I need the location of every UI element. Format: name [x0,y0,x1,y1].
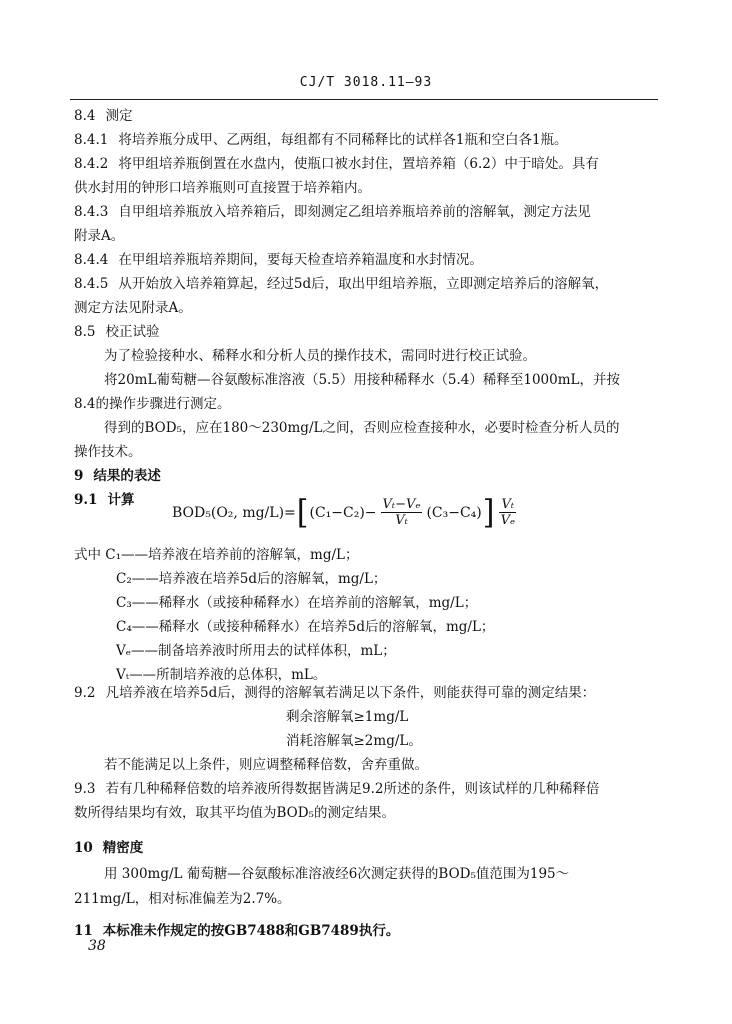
line-text: 校正试验 [105,324,160,340]
line-p1 [104,350,536,364]
line-text: 测定方法见附录A。 [74,300,192,316]
line-s841 [74,134,568,148]
formula-term2: (C₃−C₄) [426,504,482,521]
line-p2a [104,374,620,388]
bod5-formula [172,492,520,532]
line-c1 [286,711,408,725]
section-number: 9.3 [74,781,96,797]
line-s844 [74,254,483,268]
line-s842b [74,182,371,196]
fraction-1-numerator: Vₜ−Vₑ [382,497,421,512]
line-text: 附录A。 [74,228,125,244]
section-number: 8.4.2 [74,156,109,172]
line-text: 在甲组培养瓶培养期间，要每天检查培养箱温度和水封情况。 [118,252,483,268]
line-text: 凡培养液在培养5d后，测得的溶解氧若满足以下条件，则能获得可靠的测定结果： [105,685,596,701]
header-rule [70,99,658,100]
line-text: 剩余溶解氧≥1mg/L [286,709,409,725]
line-text: 211mg/L，相对标准偏差为2.7%。 [74,891,291,907]
line-s9 [74,470,161,484]
section-number: 8.4.3 [74,204,109,220]
line-s92 [74,687,595,701]
line-w3 [116,597,477,611]
line-text: 操作技术。 [74,444,142,460]
section-number: 8.4.4 [74,252,109,268]
line-s10 [74,842,143,856]
line-text: 用 300mg/L 葡萄糖—谷氨酸标准溶液经6次测定获得的BOD₅值范围为195～ [104,866,570,882]
line-text: Vₑ——制备培养液时所用去的试样体积，mL； [116,643,396,659]
line-s845b [74,302,192,316]
line-text: C₃——稀释水（或接种稀释水）在培养前的溶解氧，mg/L； [116,595,478,611]
formula-lhs: BOD₅(O₂, mg/L)= [172,504,296,521]
line-text: 将培养瓶分成甲、乙两组，每组都有不同稀释比的试样各1瓶和空白各1瓶。 [118,132,568,148]
section-number: 8.4.1 [74,132,109,148]
section-number: 11 [74,923,93,939]
line-text: C₂——培养液在培养5d后的溶解氧，mg/L； [116,571,387,587]
line-s843a [74,206,591,220]
line-text: 式中 C₁——培养液在培养前的溶解氧，mg/L； [74,547,359,563]
section-number: 9.2 [74,685,96,701]
line-w1 [74,549,359,563]
section-number: 9.1 [74,492,98,508]
section-number: 8.5 [74,324,96,340]
line-text: 若有几种稀释倍数的培养液所得数据皆满足9.2所述的条件，则该试样的几种稀释倍 [105,781,600,797]
line-p4 [104,759,428,773]
line-text: 结果的表述 [93,468,161,484]
line-w6 [116,669,326,683]
line-s93a [74,783,599,797]
line-w5 [116,645,396,659]
fraction-2-numerator: Vₜ [501,497,515,512]
line-text: C₄——稀释水（或接种稀释水）在培养5d后的溶解氧，mg/L； [116,619,495,635]
line-s845a [74,278,608,292]
line-p5a [104,868,569,882]
line-text: 若不能满足以上条件，则应调整稀释倍数，舍弃重做。 [104,757,428,773]
line-c2 [286,735,422,749]
line-s84 [74,110,132,124]
formula-bracket-open: [ [296,492,309,532]
formula-fraction-1 [381,497,423,528]
section-number: 10 [74,840,93,856]
fraction-2-denominator: Vₑ [500,513,515,528]
line-p3a [104,422,619,436]
document-code-header: CJ/T 3018.11—93 [299,75,433,90]
line-w2 [116,573,386,587]
line-text: 精密度 [102,840,144,856]
line-text: 为了检验接种水、稀释水和分析人员的操作技术，需同时进行校正试验。 [104,348,536,364]
formula-bracket-close: ] [482,492,495,532]
line-text: 计算 [107,492,135,508]
line-p5b [74,893,291,907]
line-text: Vₜ——所制培养液的总体积，mL。 [116,667,327,683]
line-p3b [74,446,142,460]
section-number: 8.4.5 [74,276,109,292]
formula-fraction-2 [499,497,516,528]
line-text: 将20mL葡萄糖—谷氨酸标准溶液（5.5）用接种稀释水（5.4）稀释至1000mL，并按 [104,372,621,388]
line-text: 自甲组培养瓶放入培养箱后，即刻测定乙组培养瓶培养前的溶解氧，测定方法见 [118,204,591,220]
line-s93b [74,807,395,821]
section-number: 9 [74,468,84,484]
line-text: 从开始放入培养箱算起，经过5d后，取出甲组培养瓶，立即测定培养后的溶解氧， [118,276,609,292]
line-text: 供水封用的钟形口培养瓶则可直接置于培养箱内。 [74,180,371,196]
line-s91 [74,494,135,508]
line-text: 得到的BOD₅，应在180～230mg/L之间，否则应检查接种水，必要时检查分析人员的 [104,420,620,436]
line-text: 数所得结果均有效，取其平均值为BOD₅的测定结果。 [74,805,395,821]
section-number: 8.4 [74,108,96,124]
line-text: 将甲组培养瓶倒置在水盘内，使瓶口被水封住，置培养箱（6.2）中于暗处。具有 [118,156,599,172]
line-text: 消耗溶解氧≥2mg/L。 [286,733,422,749]
line-s842a [74,158,599,172]
line-s843b [74,230,124,244]
line-w4 [116,621,494,635]
line-s85 [74,326,159,340]
line-p2b [74,398,230,412]
line-text: 测定 [105,108,133,124]
fraction-1-denominator: Vₜ [395,513,408,528]
line-text: 本标准未作规定的按GB7488和GB7489执行。 [102,923,400,939]
line-text: 8.4的操作步骤进行测定。 [74,396,231,412]
page-number: 38 [88,938,106,954]
line-s11 [74,925,399,939]
formula-term1: (C₁−C₂)− [309,504,377,521]
